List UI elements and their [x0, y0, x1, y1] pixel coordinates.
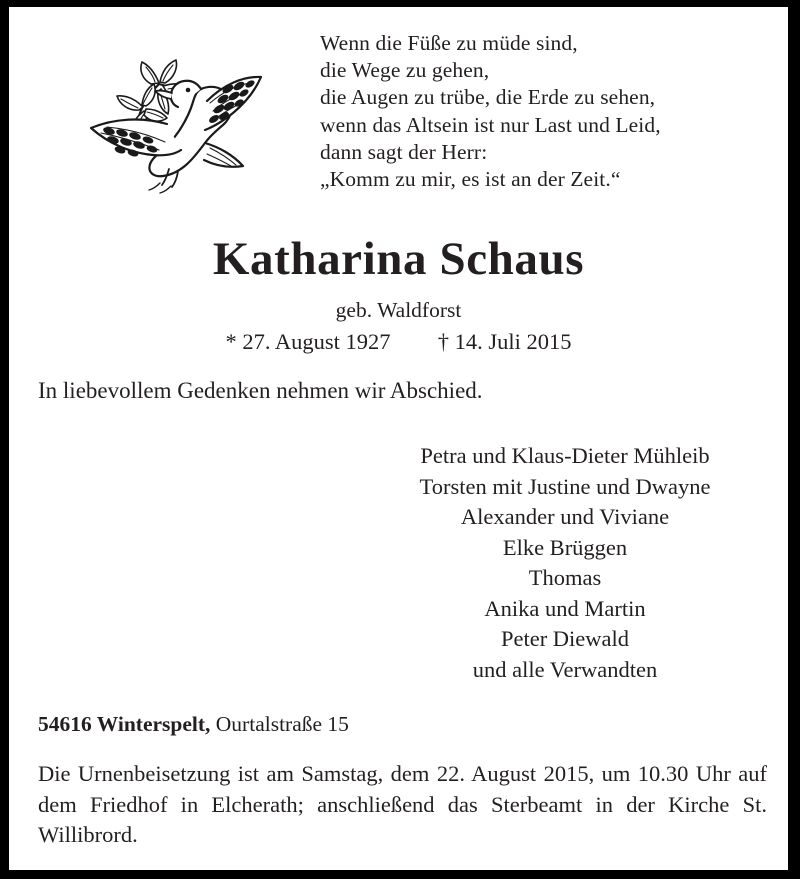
poem-line: die Wege zu gehen, [320, 58, 490, 83]
poem-block [320, 30, 770, 193]
dove-with-olive-branch-icon [47, 29, 267, 204]
poem-line: wenn das Altsein ist nur Last und Leid, [320, 112, 661, 137]
birth-date: 27. August 1927 [242, 329, 391, 354]
death-symbol: † [437, 329, 449, 354]
notice-inner [9, 7, 788, 870]
farewell-text: In liebevollem Gedenken nehmen wir Abschied. [38, 378, 483, 403]
mourners-list [371, 441, 759, 685]
mourner-line: Torsten mit Justine und Dwayne [419, 473, 711, 499]
death-date: 14. Juli 2015 [454, 329, 572, 354]
poem-line: Wenn die Füße zu müde sind, [320, 31, 578, 55]
life-dates [9, 329, 788, 355]
mourner-line: Peter Diewald [500, 626, 630, 651]
deceased-name: Katharina Schaus [212, 233, 585, 285]
address-line [38, 712, 349, 738]
birth-symbol: * [225, 329, 237, 354]
poem-line: die Augen zu trübe, die Erde zu sehen, [320, 85, 656, 110]
mourner-line: und alle Verwandten [472, 656, 658, 682]
service-details: Die Urnenbeisetzung ist am Samstag, dem 22. August 2015, um 10.30 Uhr auf dem Friedhof in Elcherath; anschließend das Sterbeamt in der Kirche St. Willibrord. [38, 761, 767, 847]
mourner-line: Anika und Martin [484, 595, 646, 621]
mourner-line: Thomas [528, 565, 602, 590]
header-row [9, 7, 788, 215]
address-street: Ourtalstraße 15 [210, 712, 349, 736]
address-place: 54616 Winterspelt, [38, 712, 211, 736]
mourner-line: Alexander und Viviane [460, 504, 670, 529]
mourner-line: Elke Brüggen [502, 534, 628, 560]
deceased-maiden-name: geb. Waldforst [335, 298, 462, 322]
poem-line: „Komm zu mir, es ist an der Zeit.“ [320, 167, 621, 192]
poem-line: dann sagt der Herr: [320, 139, 488, 164]
mourner-line: Petra und Klaus-Dieter Mühleib [420, 443, 710, 468]
